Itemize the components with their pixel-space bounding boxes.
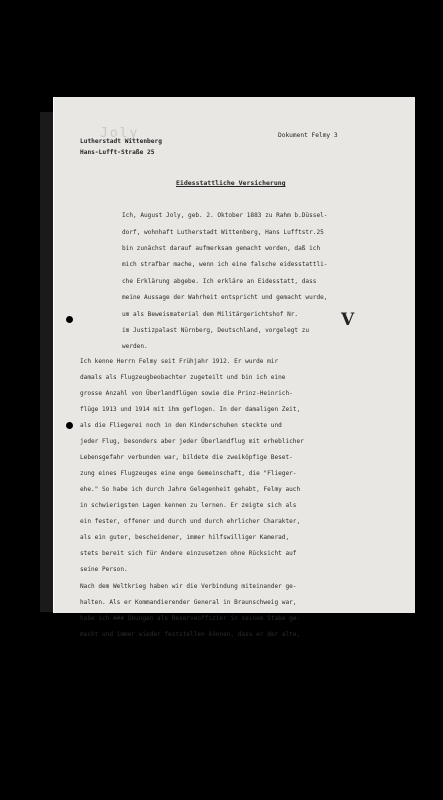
body-line: zung eines Flugzeuges eine enge Gemeinschaft, die "Flieger- xyxy=(80,470,297,477)
body-line: dorf, wohnhaft Lutherstadt Wittenberg, Hans Lufftstr.25 xyxy=(122,229,324,236)
body-line: in schwierigsten Lagen kennen zu lernen. Er zeigte sich als xyxy=(80,502,297,509)
body-line: bin zunächst darauf aufmerksam gemacht worden, daß ich xyxy=(122,245,321,252)
punch-hole-2 xyxy=(66,422,73,429)
body-line: seine Person. xyxy=(80,566,128,573)
body-line: flüge 1913 und 1914 mit ihm geflogen. In der damaligen Zeit, xyxy=(80,406,301,413)
body-line: als die Fliegerei noch in den Kinderschuhen steckte und xyxy=(80,422,282,429)
body-line: ein fester, offener und durch und durch ehrlicher Charakter, xyxy=(80,518,301,525)
body-line: stets bereit sich für Andere einzusetzen ohne Rücksicht auf xyxy=(80,550,297,557)
document-reference: Dokument Felmy 3 xyxy=(278,132,338,139)
body-line: mich strafbar mache, wenn ich eine falsche eidesstattli- xyxy=(122,261,328,268)
punch-hole-1 xyxy=(66,316,73,323)
body-line: damals als Flugzeugbeobachter zugeteilt und bin ich eine xyxy=(80,374,286,381)
body-line: che Erklärung abgebe. Ich erkläre an Eidesstatt, dass xyxy=(122,278,317,285)
body-line: werden. xyxy=(122,343,148,350)
body-line: jeder Flug, besonders aber jeder Überlandflug mit erheblicher xyxy=(80,438,304,445)
body-line: Ich, August Joly, geb. 2. Oktober 1883 zu Rahm b.Düssel- xyxy=(122,212,328,219)
body-line: Lebensgefahr verbunden war, bildete die zweiköpfige Beset- xyxy=(80,454,293,461)
body-line: meine Aussage der Wahrheit entspricht und gemacht wurde, xyxy=(122,294,328,301)
body-line: als ein guter, bescheidener, immer hilfswilliger Kamerad, xyxy=(80,534,290,541)
body-line: habe ich ### Übungen als Reserveoffizier in seinem Stabe ge- xyxy=(80,615,301,622)
body-line: um als Beweismaterial dem Militärgerichtshof Nr. xyxy=(122,311,299,318)
faint-stamp-text: Joly xyxy=(100,126,140,141)
sender-street: Hans-Lufft-Straße 25 xyxy=(80,149,155,156)
body-line: halten. Als er Kommandierender General in Braunschweig war, xyxy=(80,599,297,606)
scan-shadow xyxy=(40,112,54,612)
body-line: ehe." So habe ich durch Jahre Gelegenheit gehabt, Felmy auch xyxy=(80,486,301,493)
sender-city: Lutherstadt Wittenberg xyxy=(80,138,162,145)
handwritten-mark: V xyxy=(341,310,355,330)
body-line: grosse Anzahl von Überlandflügen sowie die Prinz-Heinrich- xyxy=(80,390,293,397)
document-title: Eidesstattliche Versicherung xyxy=(176,179,286,187)
body-line: macht und immer wieder feststellen können, dass er der alte, xyxy=(80,631,301,638)
body-line: Ich kenne Herrn Felmy seit Frühjahr 1912. Er wurde mir xyxy=(80,358,279,365)
body-line: im Justizpalast Nürnberg, Deutschland, vorgelegt zu xyxy=(122,327,310,334)
body-line: Nach dem Weltkrieg haben wir die Verbindung miteinander ge- xyxy=(80,583,297,590)
